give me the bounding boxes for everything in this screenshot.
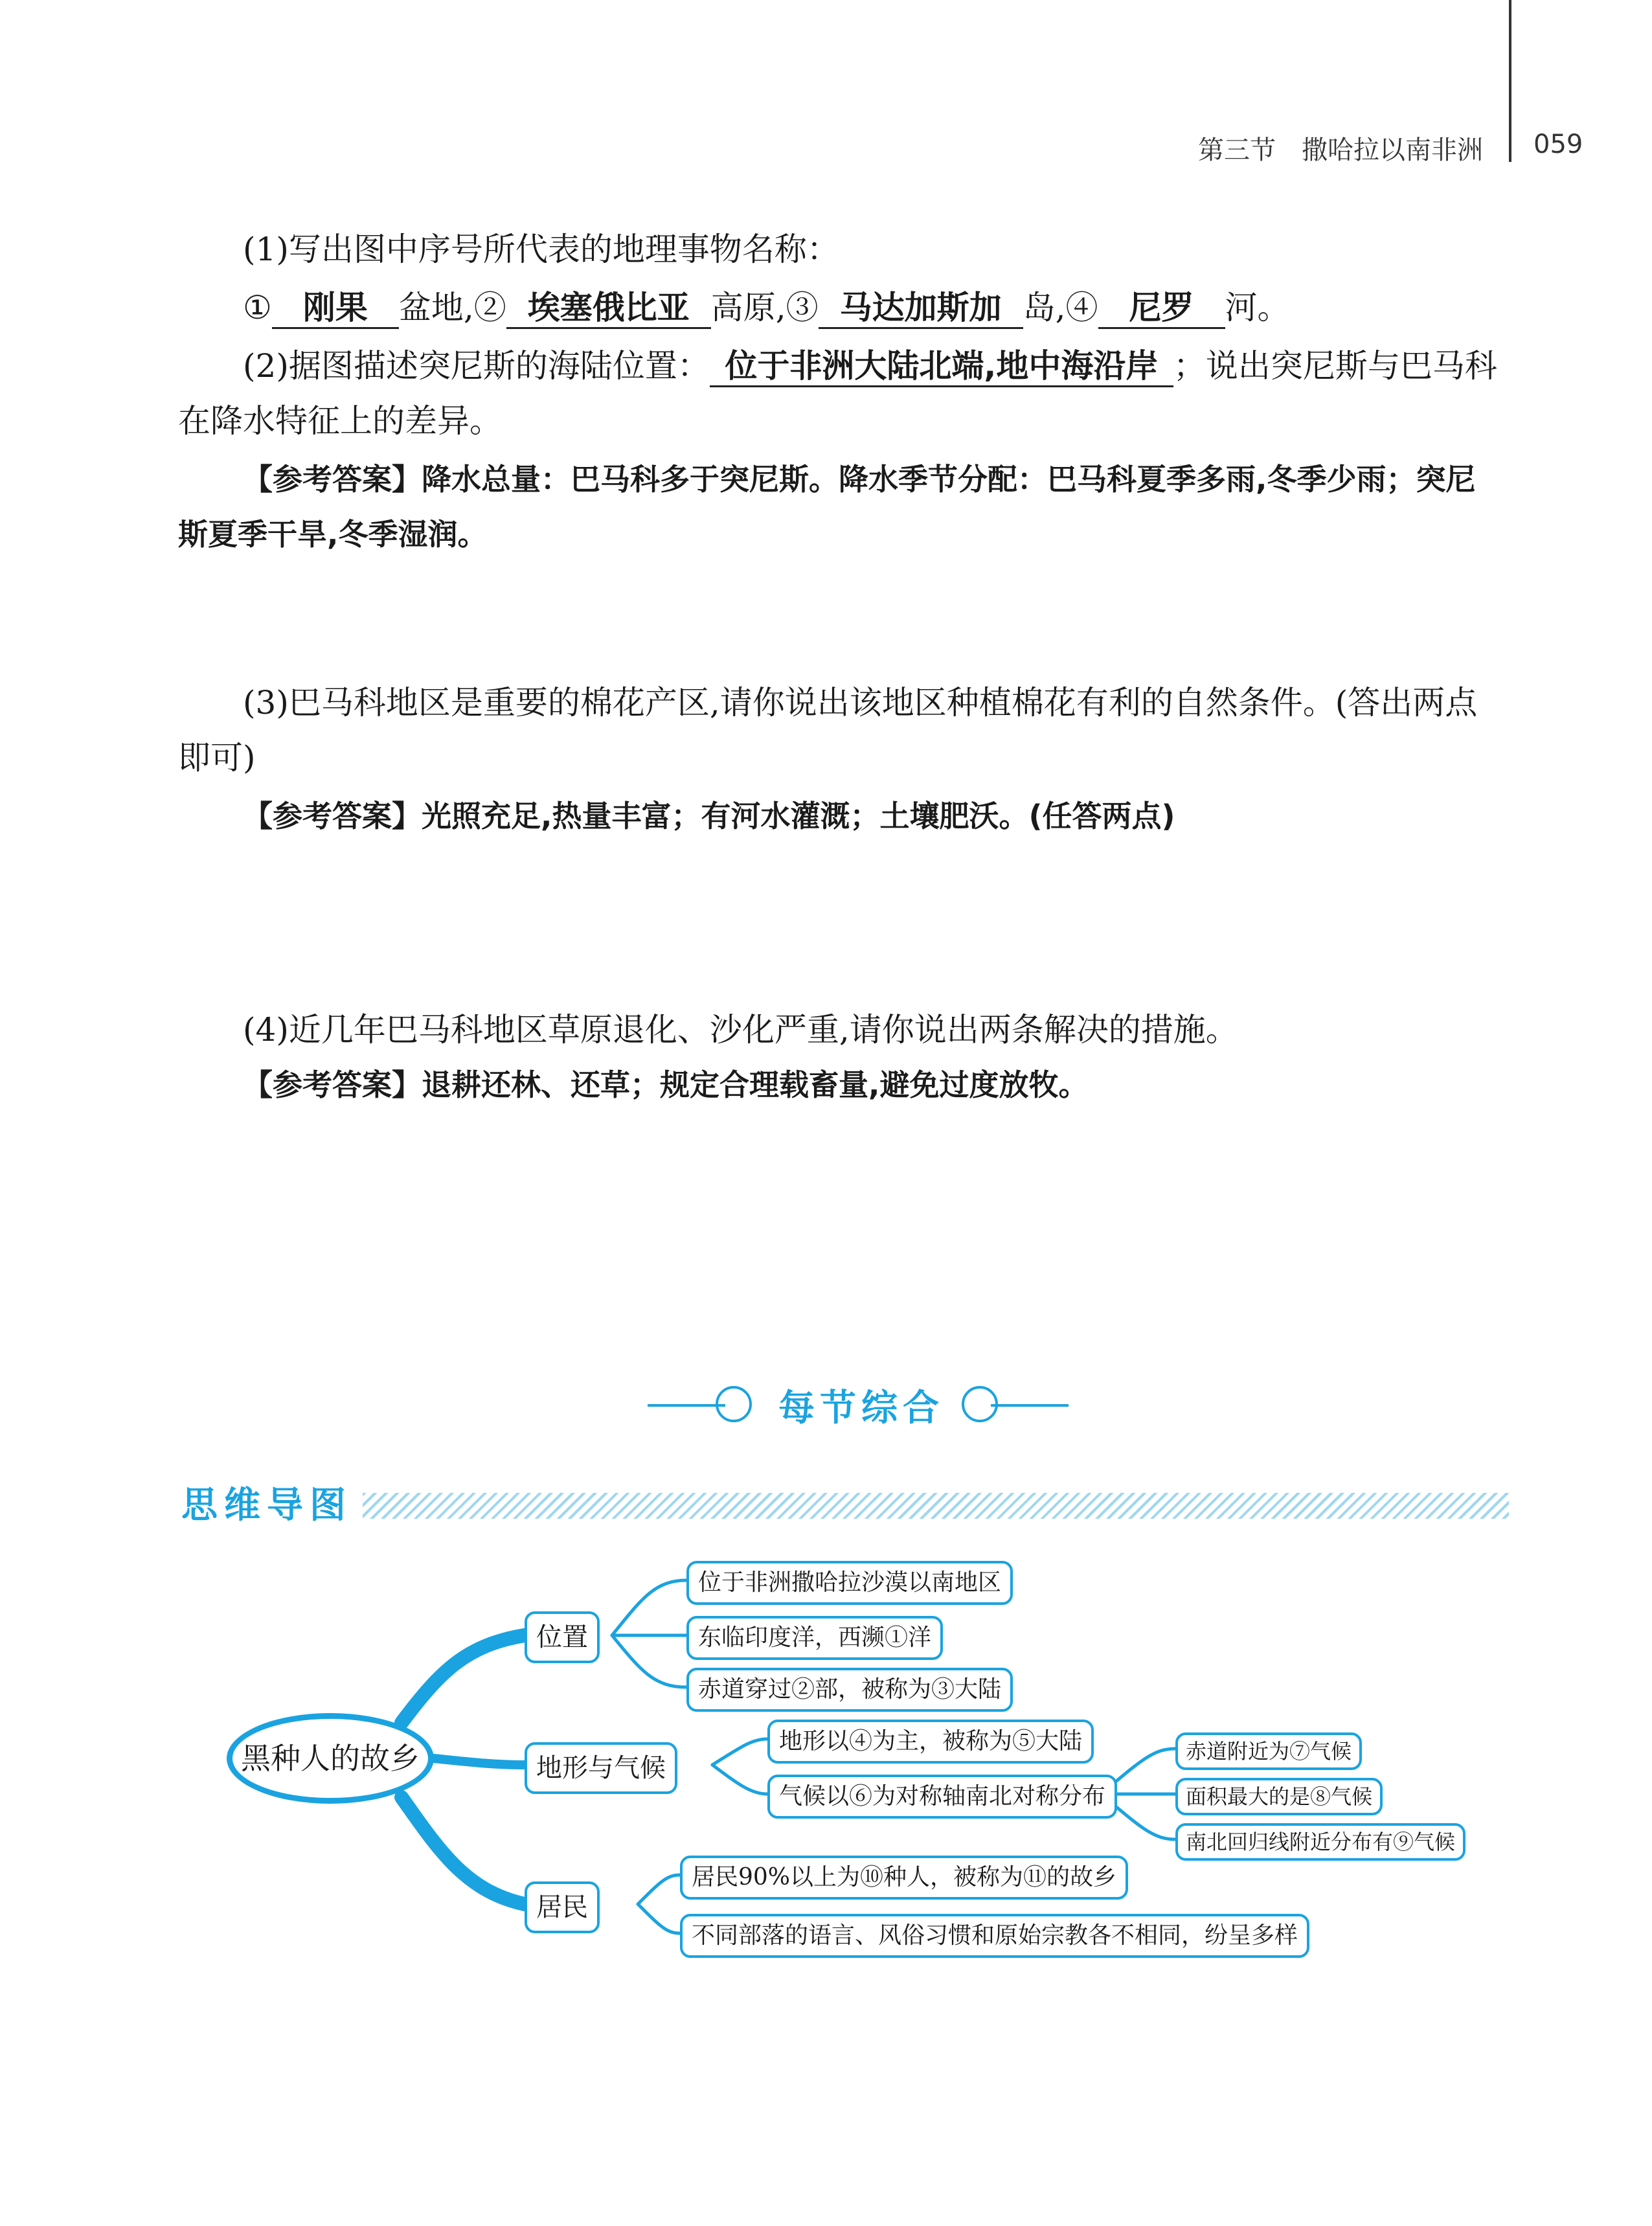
residents-item-2: 不同部落的语言、风俗习惯和原始宗教各不相同，纷呈多样 — [680, 1914, 1309, 1958]
connector-terrain-2 — [712, 1765, 767, 1794]
connector-location-1 — [612, 1580, 686, 1635]
connector-root-residents — [402, 1797, 525, 1904]
q2-reference-answer-2: 斯夏季干旱,冬季湿润。 — [178, 517, 488, 552]
connector-location-3 — [612, 1635, 686, 1687]
section-title: 每节综合 — [778, 1387, 944, 1429]
q4-reference-answer: 【参考答案】退耕还林、还草；规定合理载畜量,避免过度放牧。 — [243, 1067, 1089, 1102]
connector-root-location — [402, 1635, 525, 1723]
location-item-2: 东临印度洋，西濒①洋 — [686, 1616, 943, 1660]
page-number: 059 — [1533, 130, 1583, 159]
q1-suffix-3: 岛, — [1023, 289, 1066, 326]
q1-prompt: (1)写出图中序号所代表的地理事物名称： — [243, 231, 839, 268]
q1-suffix-1: 盆地, — [398, 289, 474, 326]
q1-suffix-4: 河。 — [1225, 289, 1290, 326]
q2-answer: 位于非洲大陆北端,地中海沿岸 — [710, 346, 1173, 387]
connector-residents-2 — [638, 1904, 680, 1933]
climate-item-2: 面积最大的是⑧气候 — [1175, 1778, 1383, 1815]
header-chapter: 第三节 撒哈拉以南非洲 — [1198, 135, 1483, 165]
location-item-1: 位于非洲撒哈拉沙漠以南地区 — [686, 1561, 1013, 1605]
connector-residents-1 — [638, 1875, 680, 1904]
q1-suffix-2: 高原, — [710, 289, 786, 326]
q3-prompt-2: 即可) — [178, 739, 256, 777]
mindmap-label: 思维导图 — [181, 1484, 352, 1527]
residents-item-1: 居民90%以上为⑩种人，被称为⑪的故乡 — [680, 1856, 1128, 1900]
branch-residents: 居民 — [525, 1881, 600, 1933]
q2-prompt-c: 在降水特征上的差异。 — [178, 402, 502, 440]
terrain-item-1: 地形以④为主，被称为⑤大陆 — [767, 1720, 1094, 1764]
q1-num-4: ④ — [1065, 289, 1098, 326]
climate-item-3: 南北回归线附近分布有⑨气候 — [1175, 1823, 1465, 1861]
q3-reference-answer: 【参考答案】光照充足,热量丰富；有河水灌溉；土壤肥沃。(任答两点) — [243, 799, 1175, 834]
q1-num-1: ① — [243, 289, 272, 326]
q2-prompt-a: (2)据图描述突尼斯的海陆位置： — [243, 347, 710, 385]
q1-num-2: ② — [473, 289, 506, 326]
q3-prompt-1: (3)巴马科地区是重要的棉花产区,请你说出该地区种植棉花有利的自然条件。(答出两点 — [243, 684, 1478, 721]
mindmap-root: 黑种人的故乡 — [227, 1713, 434, 1804]
q2-prompt-b: ；说出突尼斯与巴马科 — [1173, 347, 1497, 385]
q1-num-3: ③ — [786, 289, 819, 326]
connector-root-terrain — [434, 1758, 525, 1765]
q2-reference-answer-1: 【参考答案】降水总量：巴马科多于突尼斯。降水季节分配：巴马科夏季多雨,冬季少雨；突尼 — [243, 462, 1476, 497]
q1-answer-3: 马达加斯加 — [819, 288, 1023, 329]
q1-answer-1: 刚果 — [272, 288, 399, 329]
terrain-item-2: 气候以⑥为对称轴南北对称分布 — [767, 1775, 1117, 1819]
connector-terrain-1 — [712, 1739, 767, 1765]
branch-terrain-climate: 地形与气候 — [525, 1742, 677, 1794]
location-item-3: 赤道穿过②部，被称为③大陆 — [686, 1668, 1013, 1712]
q1-answer-4: 尼罗 — [1098, 288, 1225, 329]
climate-item-1: 赤道附近为⑦气候 — [1175, 1732, 1362, 1770]
q1-answer-2: 埃塞俄比亚 — [506, 288, 711, 329]
branch-location: 位置 — [525, 1611, 600, 1663]
q4-prompt: (4)近几年巴马科地区草原退化、沙化严重,请你说出两条解决的措施。 — [243, 1011, 1238, 1049]
